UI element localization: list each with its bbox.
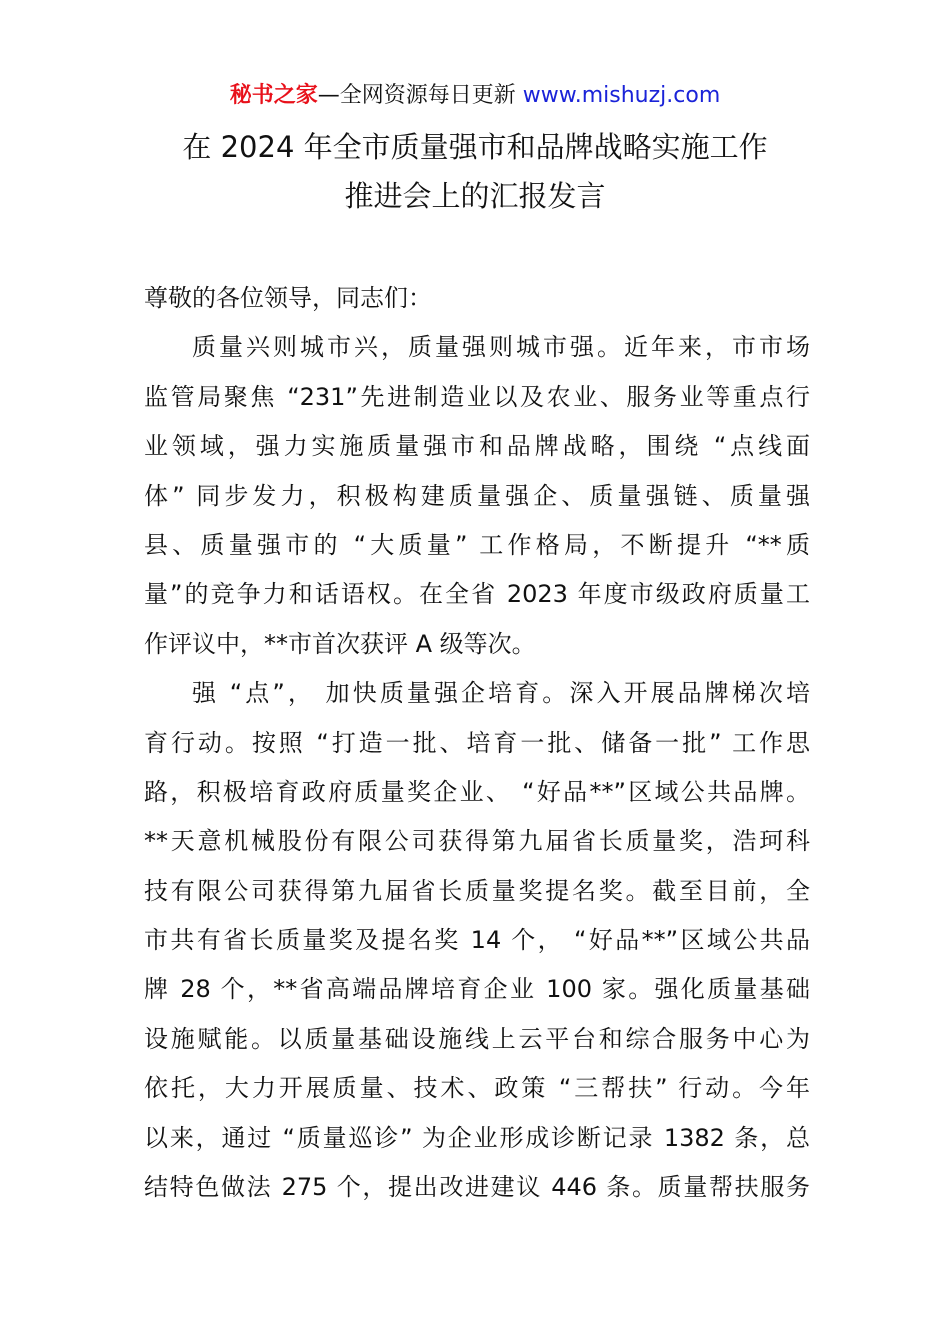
site-slogan: —全网资源每日更新 bbox=[317, 83, 516, 108]
paragraph-line: **天意机械股份有限公司获得第九届省长质量奖，浩珂科 bbox=[144, 827, 810, 856]
paragraph-line: 设施赋能。以质量基础设施线上云平台和综合服务中心为 bbox=[144, 1024, 810, 1053]
site-header bbox=[0, 80, 950, 112]
paragraph-line: 量”的竞争力和话语权。在全省 2023 年度市级政府质量工 bbox=[144, 580, 810, 609]
paragraph-line: 路，积极培育政府质量奖企业、 “好品**”区域公共品牌。 bbox=[144, 777, 810, 806]
paragraph-line: 强 “点”， 加快质量强企培育。深入开展品牌梯次培 bbox=[192, 679, 810, 708]
paragraph-line: 育行动。按照 “打造一批、培育一批、储备一批” 工作思 bbox=[144, 728, 810, 757]
paragraph-line: 技有限公司获得第九届省长质量奖提名奖。截至目前，全 bbox=[144, 876, 810, 905]
salutation-line: 尊敬的各位领导，同志们： bbox=[144, 284, 432, 312]
paragraph-line: 以来，通过 “质量巡诊” 为企业形成诊断记录 1382 条，总 bbox=[144, 1123, 810, 1152]
paragraph-line: 结特色做法 275 个，提出改进建议 446 条。质量帮扶服务 bbox=[144, 1173, 810, 1202]
site-brand: 秘书之家 bbox=[229, 83, 318, 108]
paragraph-line: 业领域，强力实施质量强市和品牌战略，围绕 “点线面 bbox=[144, 432, 810, 461]
paragraph-line: 市共有省长质量奖及提名奖 14 个， “好品**”区域公共品 bbox=[144, 926, 810, 955]
paragraph-line: 作评议中，**市首次获评 A 级等次。 bbox=[144, 629, 536, 658]
paragraph-line: 监管局聚焦 “231”先进制造业以及农业、服务业等重点行 bbox=[144, 382, 810, 411]
document-body bbox=[144, 274, 810, 1212]
paragraph-line: 县、质量强市的 “大质量” 工作格局，不断提升 “**质 bbox=[144, 530, 810, 559]
document-title-line-2: 推进会上的汇报发言 bbox=[344, 179, 606, 213]
paragraph-line: 质量兴则城市兴，质量强则城市强。近年来，市市场 bbox=[192, 333, 810, 362]
paragraph-line: 牌 28 个，**省高端品牌培育企业 100 家。强化质量基础 bbox=[144, 975, 810, 1004]
paragraph-line: 体” 同步发力，积极构建质量强企、质量强链、质量强 bbox=[144, 481, 810, 510]
paragraph-line: 依托，大力开展质量、技术、政策 “三帮扶” 行动。今年 bbox=[144, 1074, 810, 1103]
document-title-line-1: 在 2024 年全市质量强市和品牌战略实施工作 bbox=[182, 130, 768, 164]
site-url-link[interactable]: www.mishuzj.com bbox=[522, 83, 721, 108]
